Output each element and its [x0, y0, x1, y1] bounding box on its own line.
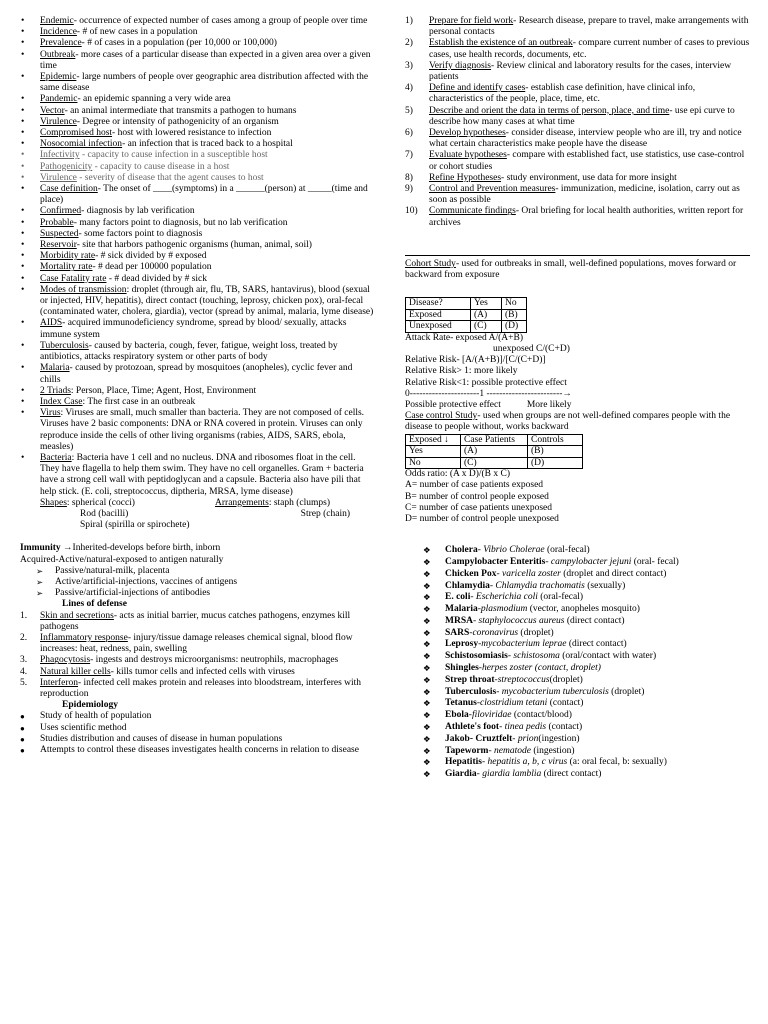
step-item: 6) Develop hypotheses- consider disease, interview people who are ill, try and notice what certain characteristics make people have the disease [405, 128, 742, 150]
def-item: • Confirmed- diagnosis by lab verification [20, 206, 375, 217]
def-item: • Probable- many factors point to diagnosis, but no lab verification [20, 218, 375, 229]
def-item: • Case definition- The onset of ____(symptoms) in a ______(person) at _____(time and place) [20, 184, 375, 206]
step-item: 9) Control and Prevention measures- immunization, medicine, isolation, carry out as soon as possible [405, 184, 740, 206]
def-item: • Epidemic- large numbers of people over geographic area distribution affected with the same disease [20, 72, 375, 94]
defense-item: 2. Inflammatory response- injury/tissue damage releases chemical signal, blood flow increases: heat, redness, pain, swelling [20, 632, 353, 655]
immunity-bullet: ➢ Passive/natural-milk, placenta [20, 566, 375, 577]
disease-item: ❖ Jakob- Cruztfelt- prion(ingestion) [423, 734, 750, 746]
disease-item: ❖ Athlete's foot- tinea pedis (contact) [423, 722, 750, 734]
shapes-row: Spiral (spirilla or spirochete) [80, 520, 190, 531]
defense-item: 1. Skin and secretions- acts as initial barrier, mucus catches pathogens, enzymes kill pathogens [20, 610, 351, 632]
epi-item: ● Studies distribution and causes of disease in human populations [20, 734, 375, 745]
disease-item: ❖ Chicken Pox- varicella zoster (droplet and direct contact) [423, 569, 750, 581]
disease-item: ❖ Hepatitis- hepatitis a, b, c virus (a: oral fecal, b: sexually) [423, 757, 750, 769]
def-item: • Reservoir- site that harbors pathogenic organisms (human, animal, soil) [20, 240, 375, 251]
def-item: • Index Case: The first case in an outbreak [20, 397, 375, 408]
epi-item: ● Uses scientific method [20, 723, 375, 734]
bacteria-shapes [20, 498, 375, 532]
step-item: 8) Refine Hypotheses- study environment, use data for more insight [405, 172, 677, 183]
disease-item: ❖ Cholera- Vibrio Cholerae (oral-fecal) [423, 545, 750, 557]
epi-item: ● Attempts to control these diseases investigates health concerns in relation to disease [20, 745, 375, 756]
risk-scale: 0----------------------1 ------------------------→ [405, 388, 572, 399]
step-item: 5) Describe and orient the data in terms of person, place, and time- use epi curve to describe how many cases at what time [405, 105, 735, 127]
def-item: • Virulence - severity of disease that the agent causes to host [20, 173, 375, 184]
step-item: 3) Verify diagnosis- Review clinical and laboratory results for the cases, interview patients [405, 60, 732, 83]
immunity-section: Immunity →Inherited-develops before birth, inborn Acquired-Active/natural-exposed to antigen naturally ➢ Passive/natural-milk, placenta ➢ Active/artificial-injections, vaccines of antigens ➢ Passive/artificial-injections of antibodies Lines of defense 1. Skin and secretions- acts as initial barrier, mucus catches pathogens, enzymes kill pathogens 2. Inflammatory response- injury/tissue damage releases chemical signal, blood flow increases: heat, redness, pain, swelling 3. Phagocytosis- ingests and destroys microorganisms: neutrophils, macrophages 4. Natural killer cells- kills tumor cells and infected cells with viruses 5. Interferon- infected cell makes protein and releases into bloodstream, interferes with reproduction Epidemiology ● Study of health of population ● Uses scientific method ● Studies distribution and causes of disease in human populations ● Attempts to control these diseases investigates health concerns in relation to disease [20, 543, 375, 756]
disease-item: ❖ Tuberculosis- mycobacterium tuberculosis (droplet) [423, 687, 750, 699]
def-item: • Mortality rate- # dead per 100000 population [20, 262, 375, 273]
case-control-study: Case control Study- used when groups are not well-defined compares people with the disease to people without, works backward Exposed ↓ Case Patients Controls Yes (A) (B) No (C) (D) Odds ratio: (A x D)/(B x C) A= number of case patients exposed B= number of control people exposed C= number of case patients unexposed D= number of control people unexposed [405, 411, 731, 524]
def-item: • Suspected- some factors point to diagnosis [20, 229, 375, 240]
disease-item: ❖ MRSA- staphylococcus aureus (direct contact) [423, 616, 750, 628]
def-item: • Virulence- Degree or intensity of pathogenicity of an organism [20, 117, 375, 128]
def-item: • Pandemic- an epidemic spanning a very wide area [20, 94, 375, 105]
def-item: • Modes of transmission: droplet (through air, flu, TB, SARS, hantavirus), blood (sexual or injected, HIV, hepatitis), direct contact (touching, leprosy, chicken pox), oral-fecal (contaminated water, cholera, giardia), vector (spread by animal, malaria, lyme disease) [20, 285, 375, 319]
lines-of-defense-title: Lines of defense [62, 599, 127, 610]
def-item: • AIDS- acquired immunodeficiency syndrome, spread by blood/ sexually, attacks immune system [20, 318, 375, 340]
case-control-table [405, 434, 583, 470]
defense-item: 4. Natural killer cells- kills tumor cells and infected cells with viruses [20, 666, 295, 677]
outbreak-steps [405, 16, 750, 229]
disease-item: ❖ Tetanus-clostridium tetani (contact) [423, 698, 750, 710]
def-item: • Malaria- caused by protozoan, spread by mosquitoes (anopheles), cyclic fever and chills [20, 363, 375, 385]
def-item: • Morbidity rate- # sick divided by # exposed [20, 251, 375, 262]
disease-item: ❖ Shingles-herpes zoster (contact, droplet) [423, 663, 750, 675]
definitions-list [20, 16, 375, 498]
def-item: • Vector- an animal intermediate that transmits a pathogen to humans [20, 106, 375, 117]
def-item: • 2 Triads: Person, Place, Time; Agent, Host, Environment [20, 386, 375, 397]
arrow-right-icon: → [63, 543, 73, 554]
defense-item: 3. Phagocytosis- ingests and destroys microorganisms: neutrophils, macrophages [20, 655, 339, 666]
table-row: Exposed (A) (B) [406, 309, 527, 321]
shapes-row: Shapes: spherical (cocci) Arrangements: staph (clumps) [40, 497, 331, 508]
immunity-bullet: ➢ Passive/artificial-injections of antibodies [20, 588, 375, 599]
epi-item: ● Study of health of population [20, 711, 375, 722]
divider [405, 255, 750, 256]
defense-item: 5. Interferon- infected cell makes protein and releases into bloodstream, interferes with reproduction [20, 677, 362, 699]
disease-item: ❖ Chlamydia- Chlamydia trachomatis (sexually) [423, 581, 750, 593]
step-item: 7) Evaluate hypotheses- compare with established fact, use statistics, use case-control or cohort studies [405, 150, 745, 172]
epidemiology-title: Epidemiology [62, 700, 118, 711]
def-item: • Compromised host- host with lowered resistance to infection [20, 128, 375, 139]
disease-item: ❖ SARS-coronavirus (droplet) [423, 628, 750, 640]
step-item: 2) Establish the existence of an outbreak- compare current number of cases to previous cases, use health records, documents, etc. [405, 38, 750, 60]
def-item: • Pathogenicity - capacity to cause disease in a host [20, 162, 375, 173]
table-row: Exposed ↓ Case Patients Controls [406, 434, 583, 446]
immunity-title: Immunity [20, 543, 64, 554]
def-item: • Incidence- # of new cases in a population [20, 27, 375, 38]
def-item: • Nosocomial infection- an infection that is traced back to a hospital [20, 139, 375, 150]
disease-item: ❖ Schistosomiasis- schistosoma (oral/contact with water) [423, 651, 750, 663]
disease-item: ❖ Giardia- giardia lamblia (direct contact) [423, 769, 750, 781]
disease-item: ❖ Malaria-plasmodium (vector, anopheles mosquito) [423, 604, 750, 616]
disease-item: ❖ E. coli- Escherichia coli (oral-fecal) [423, 592, 750, 604]
left-column [20, 16, 375, 756]
disease-list [405, 545, 750, 781]
cohort-table [405, 297, 527, 333]
def-item: • Infectivity - capacity to cause infection in a susceptible host [20, 150, 375, 161]
right-column [405, 16, 750, 781]
def-item: • Tuberculosis- caused by bacteria, cough, fever, fatigue, weight loss, treated by antibiotics, attacks respiratory system or other parts of body [20, 341, 375, 363]
table-row: No (C) (D) [406, 457, 583, 469]
disease-item: ❖ Leprosy-mycobacterium leprae (direct contact) [423, 639, 750, 651]
def-item: • Case Fatality rate - # dead divided by # sick [20, 274, 375, 285]
def-item: • Endemic- occurrence of expected number of cases among a group of people over time [20, 16, 375, 27]
immunity-bullet: ➢ Active/artificial-injections, vaccines of antigens [20, 577, 375, 588]
cohort-study: Cohort Study- used for outbreaks in small, well-defined populations, moves forward or backward from exposure Disease? Yes No Exposed (A) (B) Unexposed (C) (D) Attack Rate- exposed A/(A+B) unexposed C/(C+D) Relative Risk- [A/(A+B)]/[C/(C+D)] Relative Risk> 1: more likely Relative Risk<1: possible protective effect 0----------------------1 ------------------------→ Possible protective effect More likely [405, 259, 750, 411]
disease-item: ❖ Strep throat-streptococcus(droplet) [423, 675, 750, 687]
def-item: • Outbreak- more cases of a particular disease than expected in a given area over a given time [20, 50, 375, 72]
step-item: 10) Communicate findings- Oral briefing for local health authorities, written report for archives [405, 206, 744, 228]
def-item: • Virus: Viruses are small, much smaller than bacteria. They are not composed of cells. Viruses have 2 basic components: DNA or RNA covered in protein. Viruses can only reproduce inside the cells of other living organisms (rabies, AIDS, SARS, ebola, measles) [20, 408, 375, 453]
step-item: 4) Define and identify cases- establish case definition, have clinical info, characteristics of the people, place, time, etc. [405, 83, 696, 105]
shapes-row: Rod (bacilli) Strep (chain) [80, 508, 350, 519]
step-item: 1) Prepare for field work- Research disease, prepare to travel, make arrangements with personal contacts [405, 16, 749, 38]
def-item: • Prevalence- # of cases in a population (per 10,000 or 100,000) [20, 38, 375, 49]
disease-item: ❖ Campylobacter Enteritis- campylobacter jejuni (oral- fecal) [423, 557, 750, 569]
def-item: • Bacteria: Bacteria have 1 cell and no nucleus. DNA and ribosomes float in the cell. They have flagella to help them swim. They have no cell organelles. Gram + bacteria have a strong cell wall with peptidoglycan and a capsule. Bacteria also have pili that help stick. (E. coli, streptococcus, diptheria, MRSA, lyme disease) [20, 453, 375, 498]
disease-item: ❖ Tapeworm- nematode (ingestion) [423, 746, 750, 758]
disease-item: ❖ Ebola-filoviridae (contact/blood) [423, 710, 750, 722]
table-row: Yes (A) (B) [406, 446, 583, 458]
table-row: Unexposed (C) (D) [406, 321, 527, 333]
table-row: Disease? Yes No [406, 298, 527, 310]
